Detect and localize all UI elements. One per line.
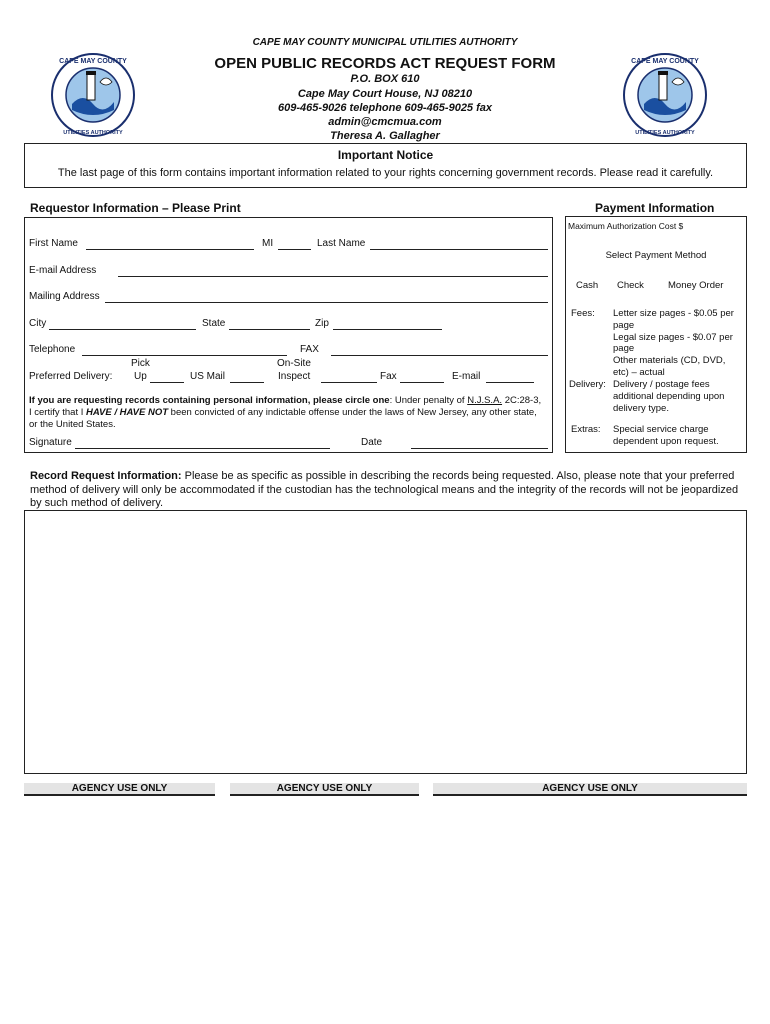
authority-seal-left-icon <box>50 52 136 138</box>
us-mail-option[interactable] <box>230 382 264 383</box>
money-order-option[interactable]: Money Order <box>668 280 724 291</box>
state-input[interactable] <box>229 329 310 330</box>
address-city: Cape May Court House, NJ 08210 <box>297 88 473 100</box>
telephone-label: Telephone <box>29 344 76 355</box>
delivery-label: Delivery: <box>569 379 606 390</box>
city-label: City <box>29 318 47 329</box>
record-request-instructions <box>30 470 742 511</box>
email-input[interactable] <box>118 276 548 277</box>
record-request-textarea[interactable] <box>24 510 747 774</box>
fax-option[interactable] <box>400 382 444 383</box>
certification-a: : Under penalty of <box>389 395 468 406</box>
check-option[interactable]: Check <box>617 280 644 291</box>
requestor-heading: Requestor Information – Please Print <box>30 201 241 215</box>
authority-seal-right-icon <box>622 52 708 138</box>
certification-text <box>29 395 543 431</box>
fax-input[interactable] <box>331 355 548 356</box>
zip-input[interactable] <box>333 329 442 330</box>
onsite-label: On-Site <box>277 358 311 369</box>
email-option[interactable] <box>486 382 534 383</box>
extras-text: Special service charge dependent upon request. <box>613 424 719 447</box>
inspect-label: Inspect <box>278 371 311 382</box>
svg-text:UTILITIES AUTHORITY: UTILITIES AUTHORITY <box>63 130 123 136</box>
preferred-delivery-label: Preferred Delivery: <box>29 371 113 382</box>
mi-label: MI <box>262 238 274 249</box>
agency-use-box-1: AGENCY USE ONLY <box>24 783 215 796</box>
record-request-text: Please be as specific as possible in describing the records being requested. Also, please note that your preferred method of delivery will only be accommodated if the custodian has the technological means and the integrity of the records will not be jeopardized by such method of delivery. <box>30 470 739 509</box>
date-input[interactable] <box>411 448 548 449</box>
signature-input[interactable] <box>75 448 330 449</box>
first-name-input[interactable] <box>86 249 254 250</box>
cash-option[interactable]: Cash <box>576 280 599 291</box>
record-request-heading: Record Request Information: <box>30 470 182 482</box>
agency-use-box-2: AGENCY USE ONLY <box>230 783 419 796</box>
max-cost-label: Maximum Authorization Cost $ <box>568 221 684 231</box>
zip-label: Zip <box>315 318 329 329</box>
last-name-label: Last Name <box>317 238 366 249</box>
certification-c: been convicted of any indictable offense under the laws of New Jersey, any other state, or the United States. <box>29 407 537 430</box>
onsite-inspect-option[interactable] <box>321 382 377 383</box>
svg-text:UTILITIES AUTHORITY: UTILITIES AUTHORITY <box>635 130 695 136</box>
email-option-label: E-mail <box>452 371 481 382</box>
svg-text:CAPE MAY COUNTY: CAPE MAY COUNTY <box>59 58 127 65</box>
fax-label: FAX <box>300 344 319 355</box>
form-title: OPEN PUBLIC RECORDS ACT REQUEST FORM <box>214 55 556 72</box>
phone-fax: 609-465-9026 telephone 609-465-9025 fax <box>277 102 493 114</box>
agency-use-box-3: AGENCY USE ONLY <box>433 783 747 796</box>
mailing-label: Mailing Address <box>29 291 100 302</box>
first-name-label: First Name <box>29 238 78 249</box>
email-label: E-mail Address <box>29 265 97 276</box>
mailing-input[interactable] <box>105 302 548 303</box>
fax-option-label: Fax <box>380 371 397 382</box>
po-box: P.O. BOX 610 <box>350 73 420 85</box>
mi-input[interactable] <box>278 249 311 250</box>
date-label: Date <box>361 437 383 448</box>
important-notice-box <box>24 143 747 188</box>
payment-heading: Payment Information <box>595 201 715 215</box>
contact-email: admin@cmcmua.com <box>328 116 442 128</box>
delivery-text: Delivery / postage fees additional depending upon delivery type. <box>613 379 725 414</box>
have-have-not-choice[interactable]: HAVE / HAVE NOT <box>86 407 169 418</box>
select-payment-label: Select Payment Method <box>605 250 707 261</box>
city-input[interactable] <box>49 329 196 330</box>
us-mail-label: US Mail <box>190 371 226 382</box>
notice-text: The last page of this form contains important information related to your rights concerning government records. Please read it carefully. <box>57 167 714 179</box>
fees-label: Fees: <box>571 308 595 319</box>
notice-title: Important Notice <box>337 148 434 162</box>
last-name-input[interactable] <box>370 249 548 250</box>
custodian-name: Theresa A. Gallagher <box>330 130 440 142</box>
certification-b: 2C:28-3, I certify that I <box>29 395 542 418</box>
state-label: State <box>202 318 226 329</box>
signature-label: Signature <box>29 437 72 448</box>
certification-statute: N.J.S.A. <box>467 395 503 406</box>
pick-label: Pick <box>131 358 150 369</box>
fees-text: Letter size pages - $0.05 per page Legal size pages - $0.07 per page Other materials (CD, DVD, etc) – actual <box>613 308 734 378</box>
telephone-input[interactable] <box>82 355 287 356</box>
extras-label: Extras: <box>571 424 601 435</box>
agency-name: CAPE MAY COUNTY MUNICIPAL UTILITIES AUTHORITY <box>252 37 518 48</box>
svg-text:CAPE MAY COUNTY: CAPE MAY COUNTY <box>631 58 699 65</box>
certification-bold: If you are requesting records containing personal information, please circle one <box>29 395 390 406</box>
up-label: Up <box>134 371 147 382</box>
pickup-option[interactable] <box>150 382 184 383</box>
